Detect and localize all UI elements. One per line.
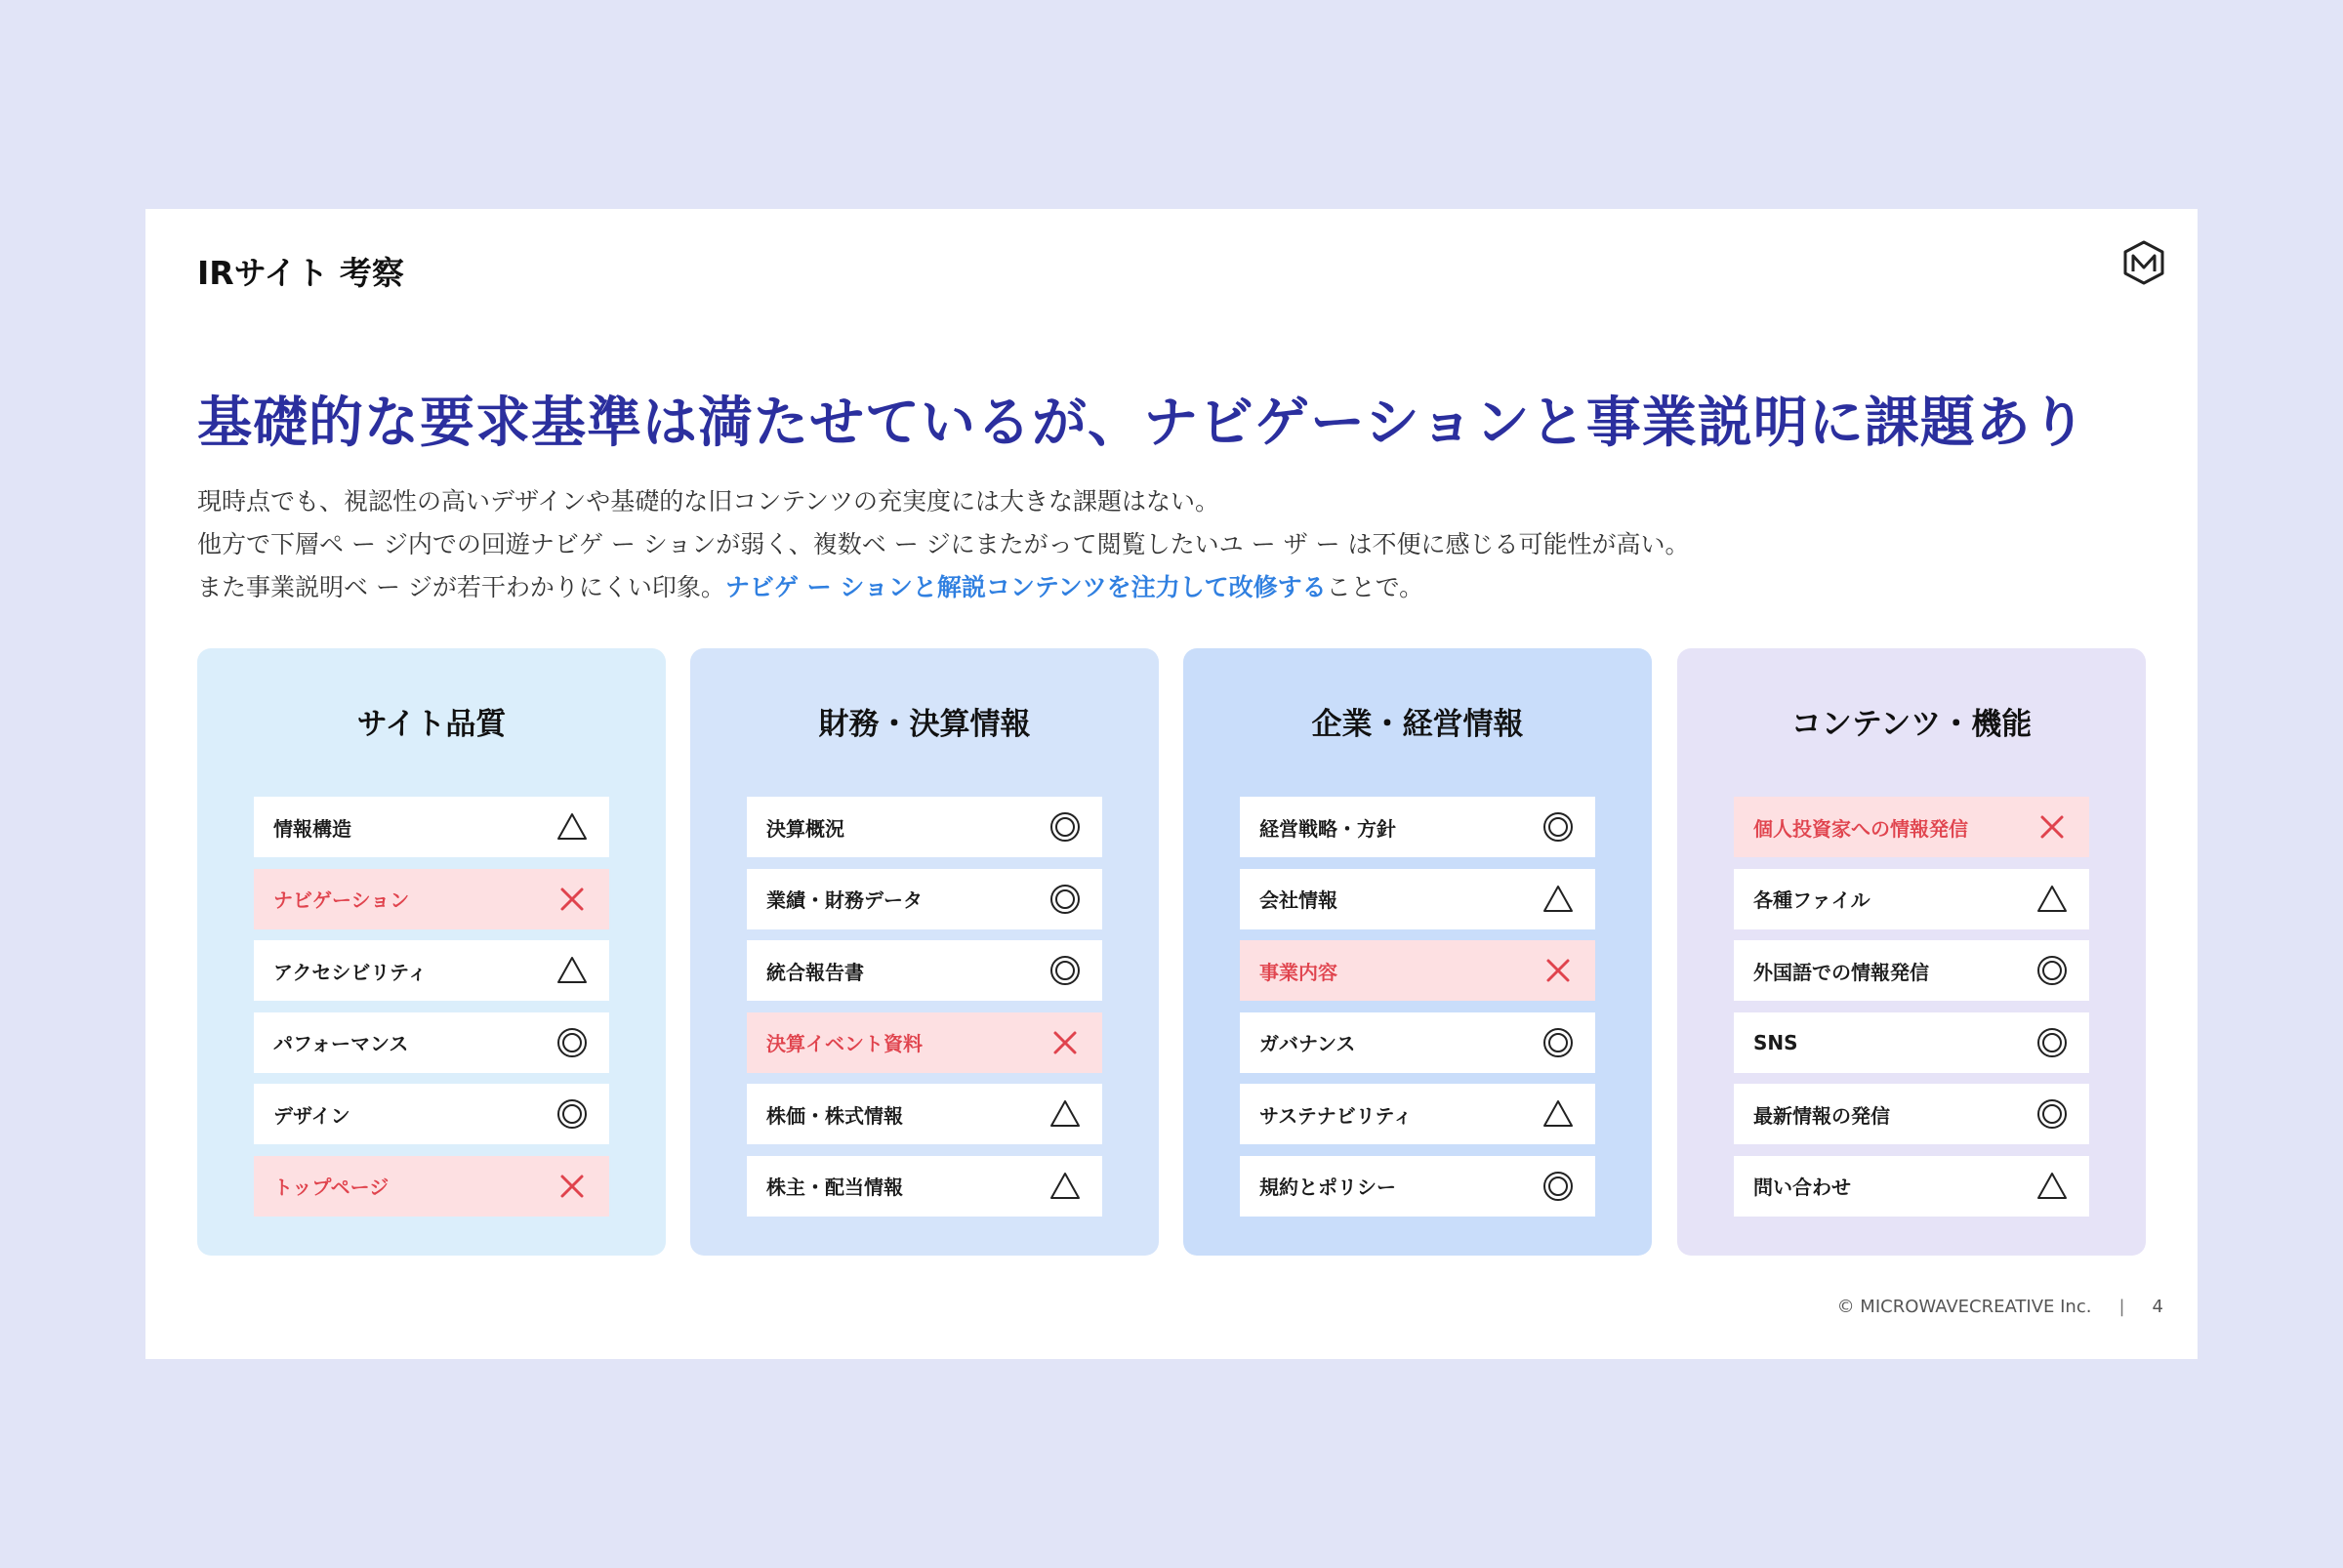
summary-line-3-before: また事業説明ベ ー ジが若干わかりにくい印象。 [197,573,725,601]
criteria-row [1734,1012,2089,1073]
criteria-row [254,869,609,929]
criteria-row [254,1156,609,1217]
copyright: © MICROWAVECREATIVE Inc. [1836,1297,2092,1317]
cross-icon [2036,811,2068,843]
criteria-label: 業績・財務データ [766,888,923,912]
double-circle-icon [2036,955,2068,986]
criteria-label: 規約とポリシー [1259,1176,1396,1199]
slide-label: IRサイト 考察 [197,254,404,292]
criteria-label: 事業内容 [1259,960,1337,984]
criteria-row [747,797,1102,857]
criteria-label: ナビゲーション [273,888,410,912]
criteria-row [1240,797,1595,857]
criteria-list [1240,797,1595,1227]
criteria-label: 株価・株式情報 [766,1103,903,1128]
brand-logo-icon [2119,238,2168,287]
criteria-row [1240,1156,1595,1217]
criteria-label: 決算イベント資料 [766,1032,923,1055]
criteria-row [747,940,1102,1001]
criteria-row [747,1156,1102,1217]
criteria-row [747,1012,1102,1073]
criteria-label: ガバナンス [1259,1032,1356,1055]
double-circle-icon [1542,1027,1574,1058]
triangle-icon [1542,1098,1574,1130]
page-number: 4 [2152,1297,2163,1317]
card-title: 企業・経営情報 [1311,707,1524,742]
criteria-label: トップページ [273,1176,390,1199]
double-circle-icon [556,1027,588,1058]
criteria-label: 株主・配当情報 [766,1176,903,1199]
criteria-row [747,869,1102,929]
criteria-row [1734,869,2089,929]
triangle-icon [1049,1171,1081,1202]
criteria-label: 個人投資家への情報発信 [1753,816,1968,841]
criteria-list [254,797,609,1227]
criteria-row [1734,940,2089,1001]
criteria-row [254,797,609,857]
criteria-row [1734,1084,2089,1144]
slide [145,209,2198,1359]
card-title: 財務・決算情報 [818,707,1031,742]
triangle-icon [2036,884,2068,915]
criteria-row [1240,940,1595,1001]
criteria-row [1734,1156,2089,1217]
criteria-label: SNS [1753,1030,1798,1054]
double-circle-icon [1049,884,1081,915]
triangle-icon [556,955,588,986]
criteria-label: 統合報告書 [766,960,864,984]
criteria-label: 外国語での情報発信 [1753,960,1929,984]
summary-line-2: 他方で下層ペ ー ジ内での回遊ナビゲ ー ションが弱く、複数ベ ー ジにまたがって閲覧したいユ ー ザ ー は不便に感じる可能性が高い。 [197,530,1690,558]
criteria-row [1240,1012,1595,1073]
card-title: コンテンツ・機能 [1790,707,2033,742]
criteria-list [1734,797,2089,1227]
cross-icon [556,1171,588,1202]
triangle-icon [1049,1098,1081,1130]
evaluation-card [197,648,666,1256]
criteria-label: 経営戦略・方針 [1259,816,1396,841]
cross-icon [556,884,588,915]
double-circle-icon [2036,1098,2068,1130]
criteria-label: デザイン [273,1103,350,1128]
double-circle-icon [1542,1171,1574,1202]
criteria-label: 情報構造 [273,816,351,841]
criteria-label: サステナビリティ [1259,1103,1413,1128]
summary-text [197,480,1689,609]
summary-line-3 [197,566,1689,609]
criteria-row [1240,1084,1595,1144]
criteria-label: 決算概況 [766,816,844,841]
double-circle-icon [1049,811,1081,843]
criteria-row [747,1084,1102,1144]
double-circle-icon [1049,955,1081,986]
summary-line-3-after: ことで。 [1326,573,1424,601]
criteria-list [747,797,1102,1227]
double-circle-icon [556,1098,588,1130]
summary-line-1: 現時点でも、視認性の高いデザインや基礎的な旧コンテンツの充実度には大きな課題はない。 [197,487,1220,516]
cross-icon [1049,1027,1081,1058]
evaluation-card [1677,648,2146,1256]
criteria-label: 会社情報 [1259,888,1337,912]
footer-separator: | [2118,1297,2125,1317]
evaluation-cards [197,648,2146,1256]
headline: 基礎的な要求基準は満たせているが、ナビゲーションと事業説明に課題あり [197,392,2087,455]
evaluation-card [690,648,1159,1256]
criteria-label: パフォーマンス [273,1032,409,1055]
criteria-label: 問い合わせ [1753,1176,1851,1199]
criteria-label: 最新情報の発信 [1753,1103,1890,1128]
triangle-icon [2036,1171,2068,1202]
card-title: サイト品質 [356,707,507,742]
criteria-label: 各種ファイル [1753,888,1870,912]
criteria-row [1240,869,1595,929]
criteria-label: アクセシビリティ [273,960,428,984]
triangle-icon [1542,884,1574,915]
criteria-row [1734,797,2089,857]
criteria-row [254,1012,609,1073]
double-circle-icon [1542,811,1574,843]
evaluation-card [1183,648,1652,1256]
summary-highlight: ナビゲ ー ションと解説コンテンツを注力して改修する [724,573,1327,601]
cross-icon [1542,955,1574,986]
footer [1837,1297,2163,1317]
double-circle-icon [2036,1027,2068,1058]
criteria-row [254,940,609,1001]
criteria-row [254,1084,609,1144]
triangle-icon [556,811,588,843]
